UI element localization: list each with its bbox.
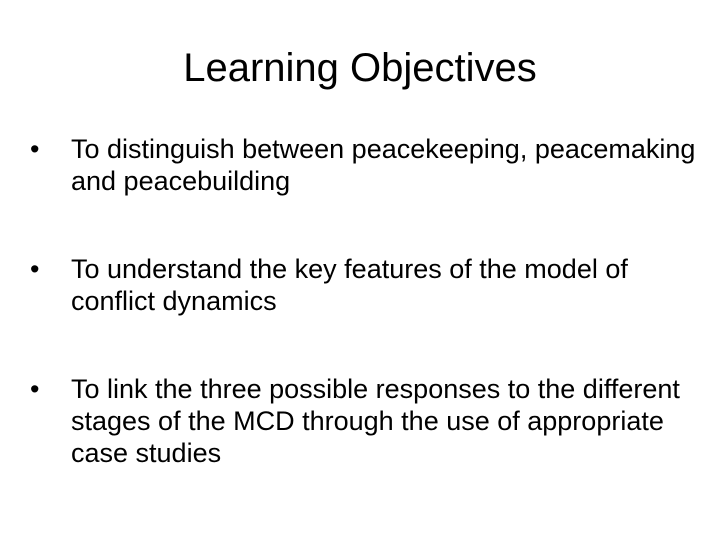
bullet-marker: •: [30, 374, 40, 404]
slide-title: Learning Objectives: [183, 46, 537, 90]
objective-text: To distinguish between peacekeeping, peacemaking and peacebuilding: [71, 134, 696, 196]
objective-item: [30, 133, 710, 197]
objective-item: [30, 373, 710, 469]
objective-text: To understand the key features of the model of conflict dynamics: [71, 254, 628, 316]
objective-text: To link the three possible responses to the different stages of the MCD through the use of appropriate case studies: [71, 374, 680, 468]
bullet-marker: •: [30, 134, 40, 164]
bullet-marker: •: [30, 254, 40, 284]
objective-item: [30, 253, 710, 317]
objectives-list: [30, 133, 710, 469]
